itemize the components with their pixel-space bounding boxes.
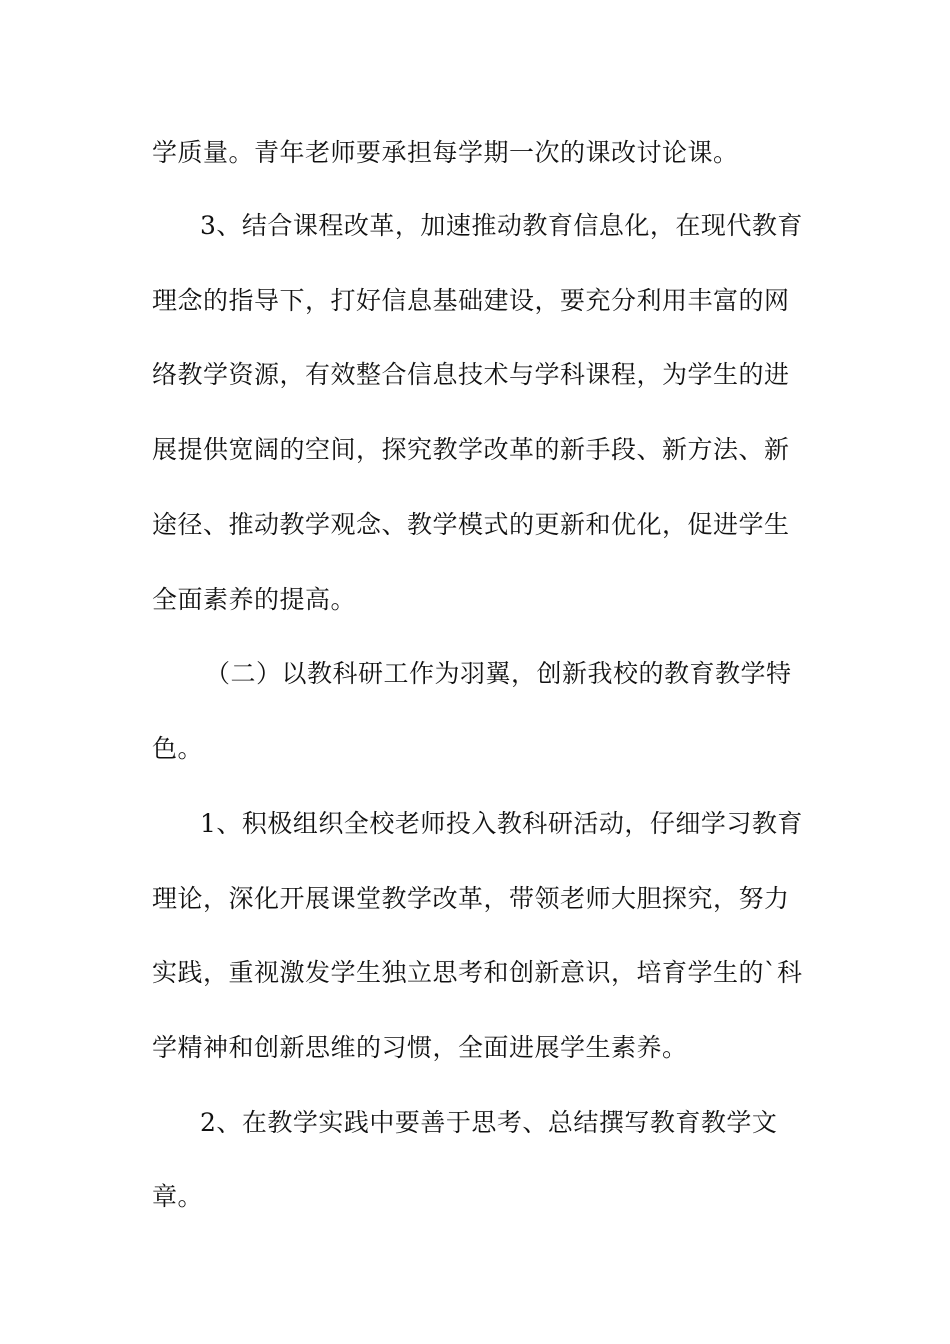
text-line: 色。: [152, 734, 204, 763]
text-line: 1、积极组织全校老师投入教科研活动，仔细学习教育: [200, 809, 803, 838]
text-line: 途径、推动教学观念、教学模式的更新和优化，促进学生: [152, 510, 790, 539]
text-line: 3、结合课程改革，加速推动教育信息化，在现代教育: [200, 211, 803, 240]
text-line: 2、在教学实践中要善于思考、总结撰写教育教学文: [200, 1108, 778, 1137]
text-line: 理论，深化开展课堂教学改革，带领老师大胆探究，努力: [152, 884, 790, 913]
text-line: 学精神和创新思维的习惯，全面进展学生素养。: [152, 1033, 688, 1062]
section-heading: （二）以教科研工作为羽翼，创新我校的教育教学特: [205, 659, 792, 688]
text-line: 络教学资源，有效整合信息技术与学科课程，为学生的进: [152, 360, 790, 389]
text-line: 实践，重视激发学生独立思考和创新意识，培育学生的`科: [152, 958, 803, 987]
text-line: 学质量。青年老师要承担每学期一次的课改讨论课。: [152, 138, 739, 167]
text-line: 全面素养的提高。: [152, 585, 357, 614]
text-line: 章。: [152, 1182, 204, 1211]
text-line: 展提供宽阔的空间，探究教学改革的新手段、新方法、新: [152, 435, 790, 464]
text-line: 理念的指导下，打好信息基础建设，要充分利用丰富的网: [152, 286, 790, 315]
